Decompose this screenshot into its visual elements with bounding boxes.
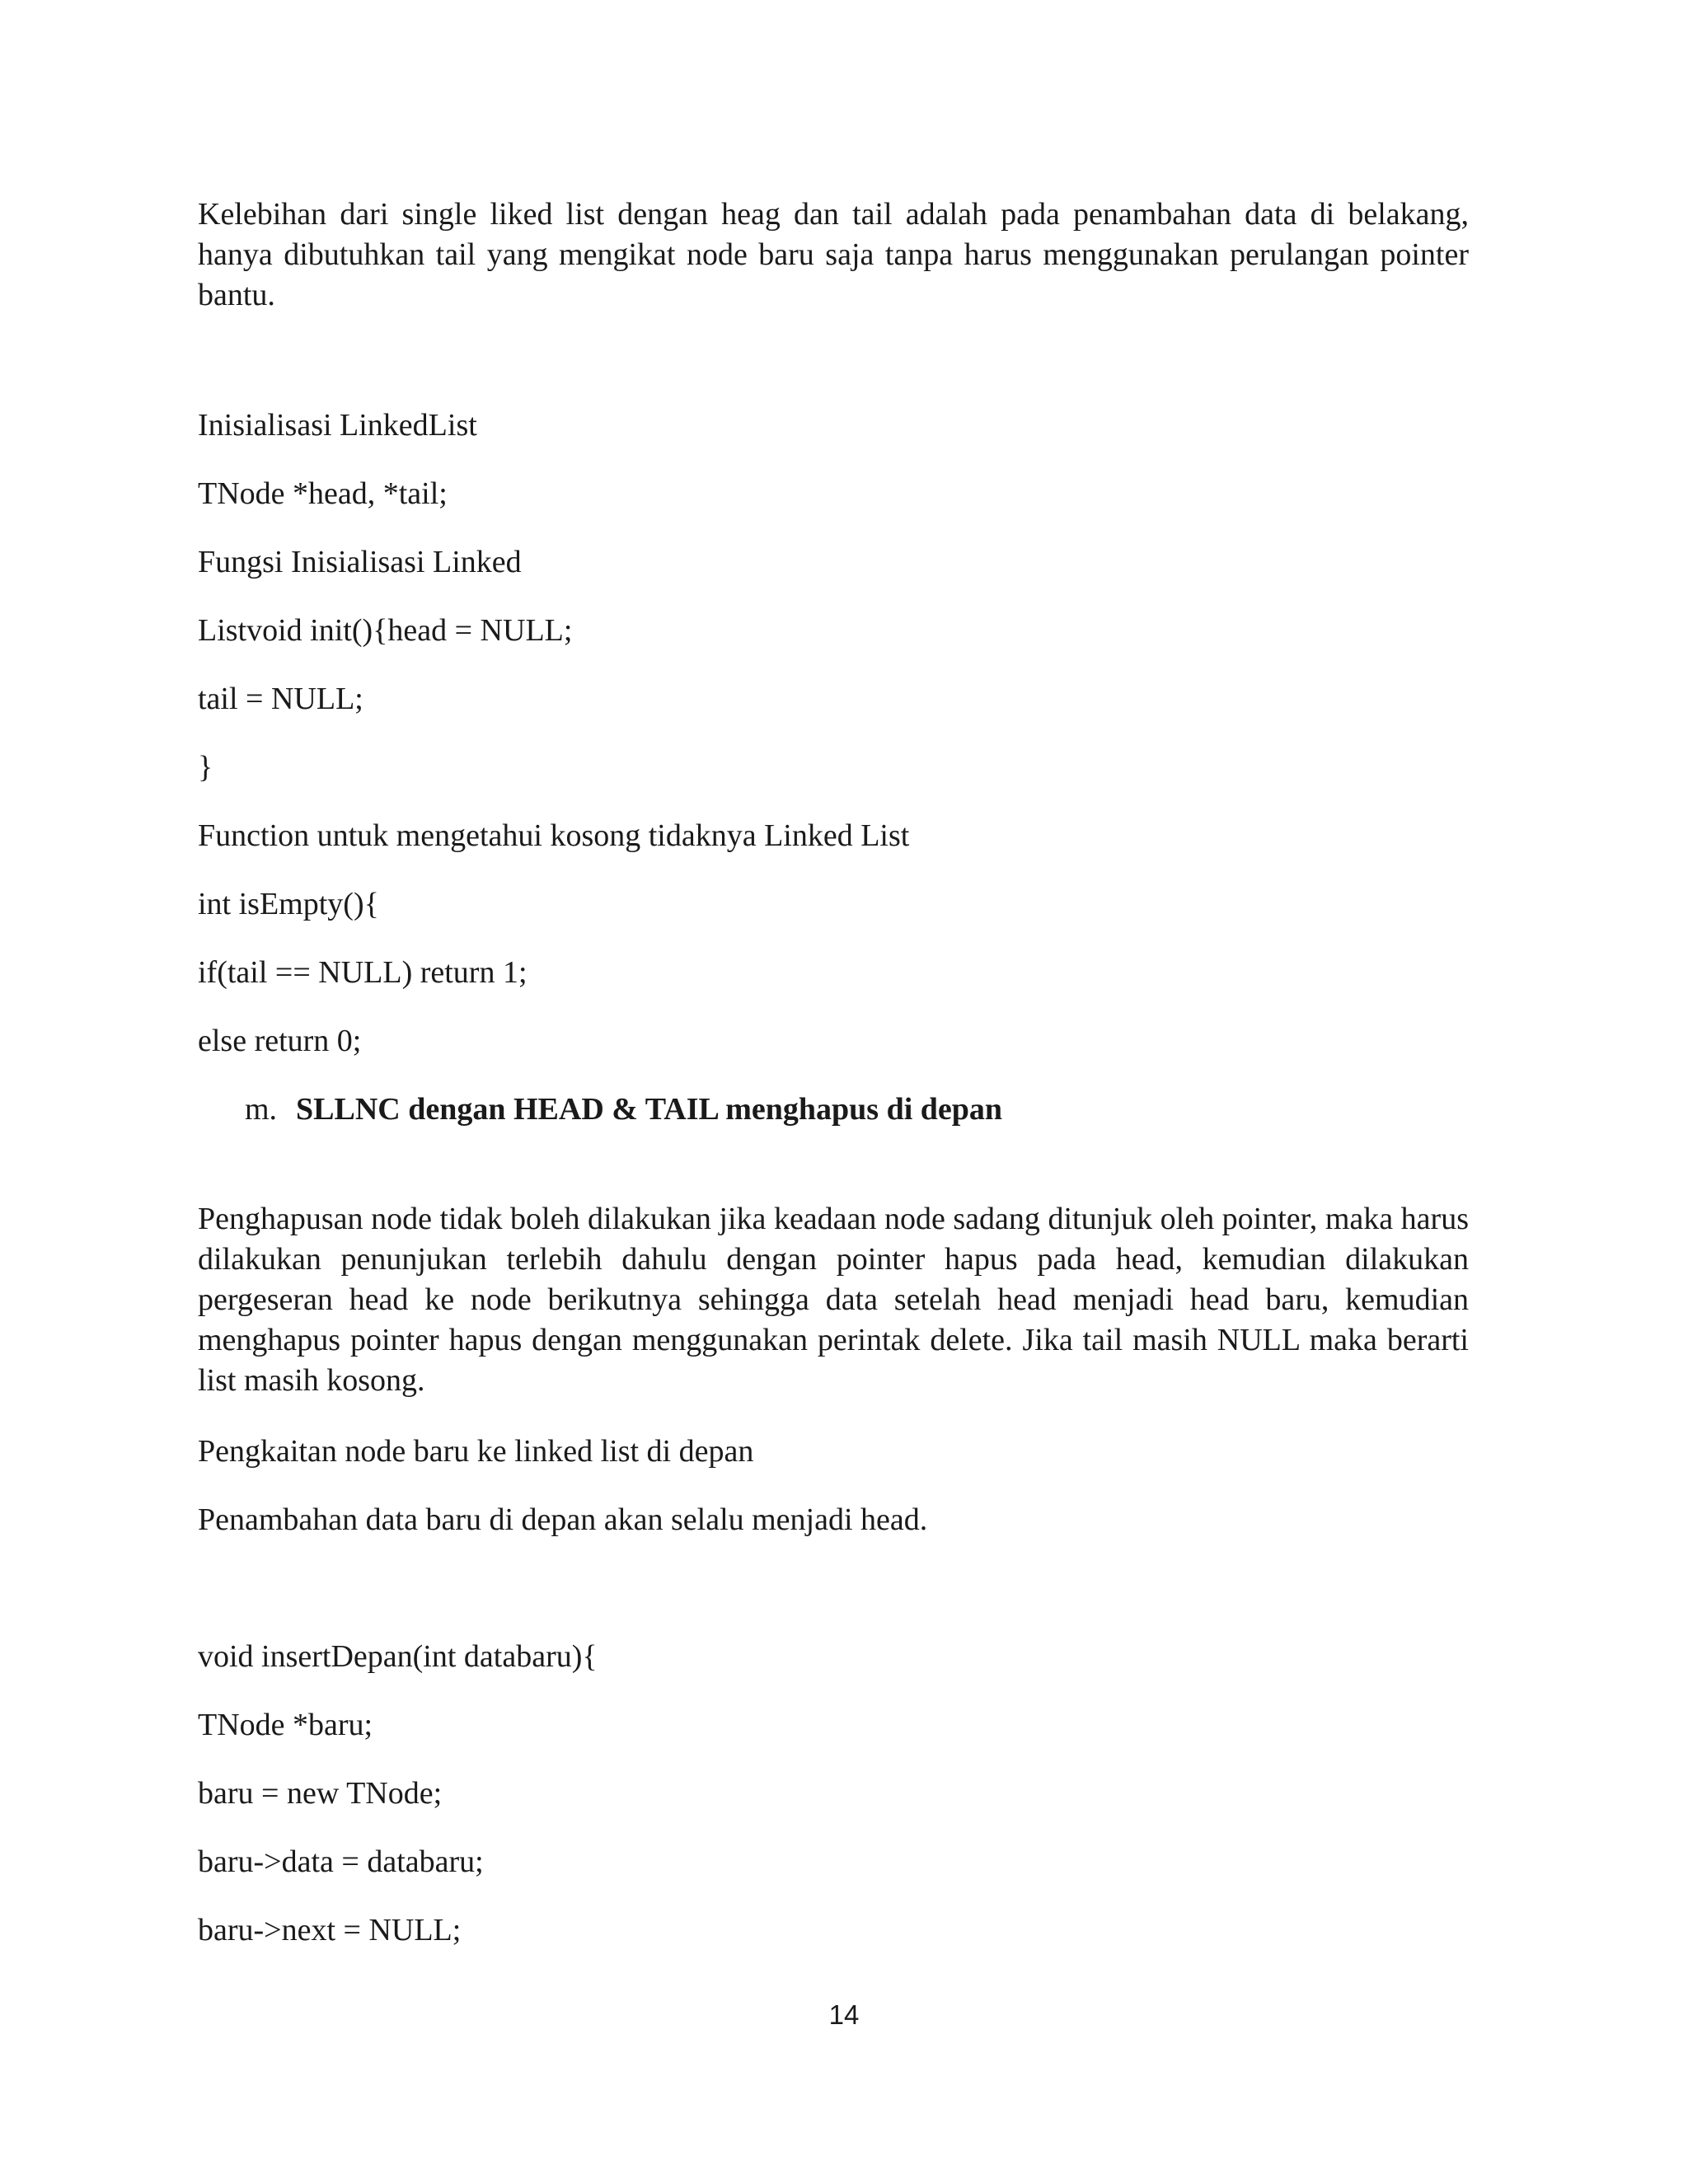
insert-code-line-5: baru->next = NULL; <box>198 1913 462 1947</box>
insert-code-line-2: TNode *baru; <box>198 1708 373 1742</box>
section-heading <box>245 1090 1002 1130</box>
intro-paragraph: Kelebihan dari single liked list dengan heag dan tail adalah pada penambahan data di belakang, hanya dibutuhkan tail yang mengikat node baru saja tanpa harus menggunakan perulangan pointer bantu. <box>198 197 1469 312</box>
delete-paragraph: Penghapusan node tidak boleh dilakukan jika keadaan node sadang ditunjuk oleh pointer, maka harus dilakukan penunjukan terlebih dahulu dengan pointer hapus pada head, kemudian dilakukan pergeseran head ke node berikutnya sehingga data setelah head menjadi head baru, kemudian menghapus pointer hapus dengan menggunakan perintak delete. Jika tail masih NULL maka berarti list masih kosong. <box>198 1202 1469 1398</box>
insert-intro-line-2: Penambahan data baru di depan akan selalu menjadi head. <box>198 1502 928 1537</box>
section-heading-marker: m. <box>245 1092 278 1127</box>
init-line-10: else return 0; <box>198 1024 362 1058</box>
section-heading-title: SLLNC dengan HEAD & TAIL menghapus di depan <box>296 1092 1003 1127</box>
page-number: 14 <box>828 1999 860 2030</box>
insert-code-line-1: void insertDepan(int databaru){ <box>198 1639 598 1674</box>
init-line-2: TNode *head, *tail; <box>198 476 448 511</box>
init-line-7: Function untuk mengetahui kosong tidaknya Linked List <box>198 818 910 853</box>
insert-code-line-3: baru = new TNode; <box>198 1776 443 1811</box>
init-line-6: } <box>198 750 213 785</box>
init-line-8: int isEmpty(){ <box>198 887 379 921</box>
init-line-4: Listvoid init(){head = NULL; <box>198 613 573 648</box>
init-line-9: if(tail == NULL) return 1; <box>198 955 528 990</box>
insert-intro-line-1: Pengkaitan node baru ke linked list di depan <box>198 1434 754 1469</box>
insert-code-line-4: baru->data = databaru; <box>198 1844 484 1879</box>
init-line-3: Fungsi Inisialisasi Linked <box>198 545 522 579</box>
init-line-5: tail = NULL; <box>198 682 363 716</box>
init-line-1: Inisialisasi LinkedList <box>198 408 477 443</box>
